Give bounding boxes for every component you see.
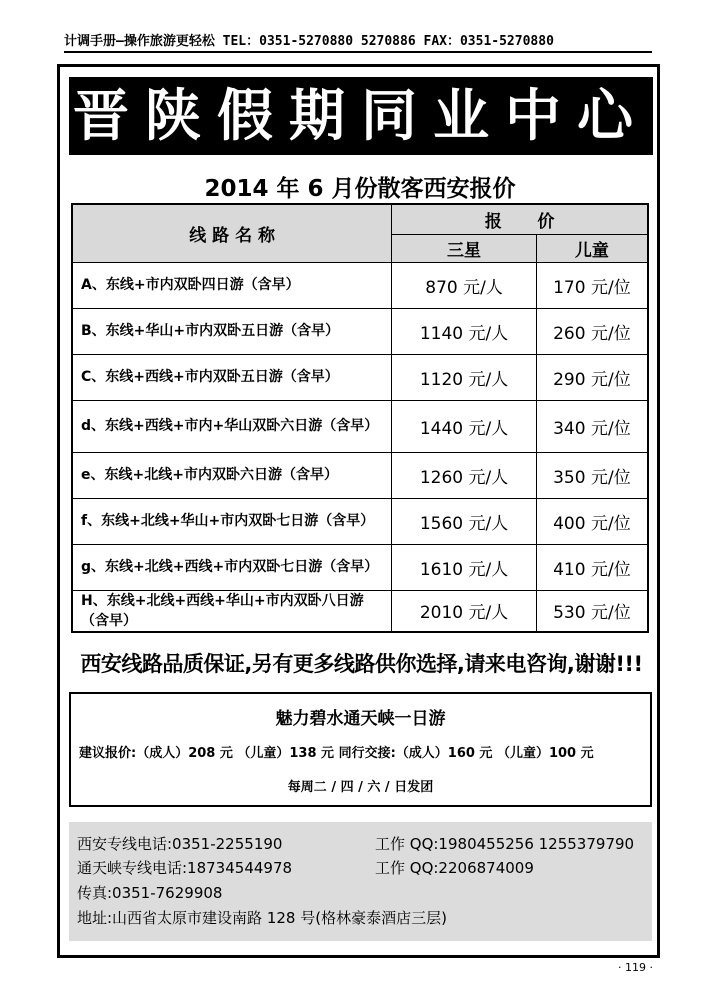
page-number: · 119 · <box>618 961 653 974</box>
child-price: 340 元/位 <box>536 400 648 452</box>
child-price: 410 元/位 <box>536 544 648 590</box>
route-name: B、东线+华山+市内双卧五日游（含早） <box>72 308 392 354</box>
fax-number: 传真:0351-7629908 <box>77 884 223 902</box>
table-row <box>72 354 648 400</box>
table-row <box>72 308 648 354</box>
route-name: H、东线+北线+西线+华山+市内双卧八日游（含早） <box>72 590 392 632</box>
route-name: f、东线+北线+华山+市内双卧七日游（含早） <box>72 498 392 544</box>
child-price: 290 元/位 <box>536 354 648 400</box>
child-price: 350 元/位 <box>536 452 648 498</box>
three-star-header: 三星 <box>392 234 537 262</box>
child-price: 400 元/位 <box>536 498 648 544</box>
tour-schedule: 每周二 / 四 / 六 / 日发团 <box>287 780 434 795</box>
table-row <box>72 452 648 498</box>
quality-slogan: 西安线路品质保证,另有更多线路供你选择,请来电咨询,谢谢!!! <box>80 652 643 676</box>
xian-phone: 西安专线电话:0351-2255190 <box>77 835 283 853</box>
adult-price: 1120 元/人 <box>392 354 537 400</box>
price-title: 2014 年 6 月份散客西安报价 <box>204 176 516 202</box>
work-qq-1: 工作 QQ:1980455256 1255379790 <box>375 835 635 853</box>
child-header: 儿童 <box>536 234 648 262</box>
table-row <box>72 400 648 452</box>
contact-panel <box>69 822 652 941</box>
price-column-header: 报 价 <box>392 204 648 234</box>
table-header-row <box>72 204 648 234</box>
route-column-header: 线 路 名 称 <box>72 204 392 262</box>
tour-title: 魅力碧水通天峡一日游 <box>275 709 446 729</box>
agency-banner: 晋陕假期同业中心 <box>69 77 653 155</box>
tongtianxia-phone: 通天峡专线电话:18734544978 <box>77 859 293 877</box>
table-row <box>72 262 648 308</box>
adult-price: 1560 元/人 <box>392 498 537 544</box>
route-name: d、东线+西线+市内+华山双卧六日游（含早） <box>72 400 392 452</box>
route-name: A、东线+市内双卧四日游（含早） <box>72 262 392 308</box>
price-table <box>71 203 649 633</box>
adult-price: 1440 元/人 <box>392 400 537 452</box>
route-name: g、东线+北线+西线+市内双卧七日游（含早） <box>72 544 392 590</box>
child-price: 170 元/位 <box>536 262 648 308</box>
adult-price: 1260 元/人 <box>392 452 537 498</box>
work-qq-2: 工作 QQ:2206874009 <box>375 859 534 877</box>
adult-price: 1610 元/人 <box>392 544 537 590</box>
tour-price-line: 建议报价:（成人）208 元 （儿童）138 元 同行交接:（成人）160 元 （儿童）100 元 <box>79 746 594 761</box>
table-row <box>72 544 648 590</box>
route-name: C、东线+西线+市内双卧五日游（含早） <box>72 354 392 400</box>
table-row <box>72 590 648 632</box>
route-name: e、东线+北线+市内双卧六日游（含早） <box>72 452 392 498</box>
header-contact-line: 计调手册—操作旅游更轻松 TEL：0351-5270880 5270886 FAX：0351-5270880 <box>64 33 652 53</box>
adult-price: 2010 元/人 <box>392 590 537 632</box>
table-row <box>72 498 648 544</box>
address: 地址:山西省太原市建设南路 128 号(格林豪泰酒店三层) <box>77 909 447 927</box>
tour-box <box>69 692 652 807</box>
adult-price: 870 元/人 <box>392 262 537 308</box>
child-price: 530 元/位 <box>536 590 648 632</box>
child-price: 260 元/位 <box>536 308 648 354</box>
adult-price: 1140 元/人 <box>392 308 537 354</box>
